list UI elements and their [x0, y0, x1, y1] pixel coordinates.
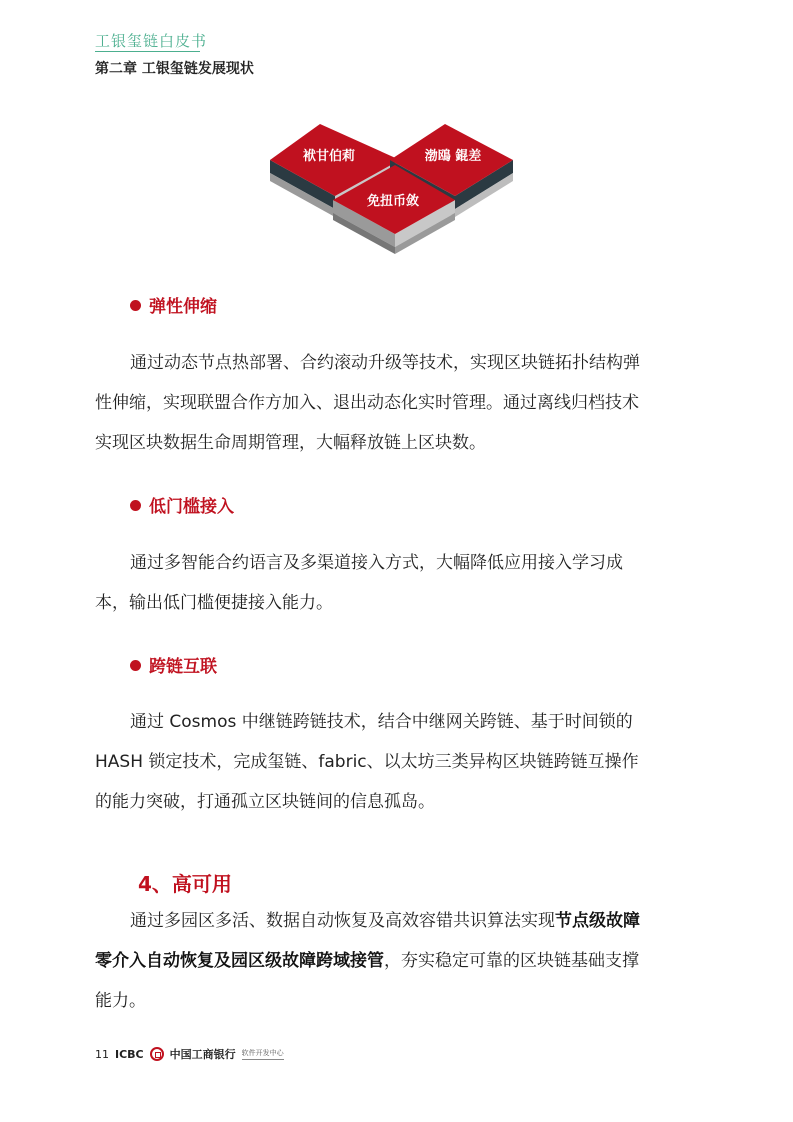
paragraph-line: 通过多智能合约语言及多渠道接入方式，大幅降低应用接入学习成: [130, 553, 623, 573]
document-title: 工银玺链白皮书: [95, 32, 208, 50]
paragraph-line: 实现区块数据生命周期管理，大幅释放链上区块数。: [95, 433, 486, 453]
bullet-low-threshold: [130, 492, 234, 517]
paragraph-low-threshold: [95, 543, 695, 623]
paragraph-line: 通过动态节点热部署、合约滚动升级等技术，实现区块链拓扑结构弹: [130, 353, 640, 373]
bullet-elastic-scaling: [130, 292, 217, 317]
page-number: 11: [95, 1047, 109, 1061]
title-underline: [95, 51, 200, 52]
bank-name: 中国工商银行: [169, 1048, 236, 1061]
paragraph-line: HASH 锁定技术，完成玺链、fabric、以太坊三类异构区块链跨链互操作: [95, 752, 639, 772]
bullet-cross-chain: [130, 652, 217, 677]
paragraph-line: 通过 Cosmos 中继链跨链技术，结合中继网关跨链、基于时间锁的: [130, 712, 633, 732]
chapter-heading: 第二章 工银玺链发展现状: [95, 61, 254, 77]
diagram-tile-bottom-label: 免扭币敛: [366, 194, 420, 209]
icbc-logo-icon: [150, 1047, 164, 1061]
paragraph-emphasis: 零介入自动恢复及园区级故障跨域接管: [95, 951, 384, 971]
department-name: 软件开发中心: [242, 1048, 284, 1060]
feature-diagram: [265, 115, 525, 260]
bullet-dot-icon: [130, 660, 141, 671]
bullet-dot-icon: [130, 500, 141, 511]
page-footer: [95, 1046, 284, 1062]
paragraph-line: [95, 941, 695, 981]
bullet-label: 弹性伸缩: [149, 297, 217, 317]
paragraph-line: 本，输出低门槛便捷接入能力。: [95, 593, 333, 613]
paragraph-line: [95, 901, 695, 941]
paragraph-text: 通过多园区多活、数据自动恢复及高效容错共识算法实现: [130, 911, 555, 931]
bullet-dot-icon: [130, 300, 141, 311]
paragraph-text: ，夯实稳定可靠的区块链基础支撑: [384, 951, 639, 971]
paragraph-emphasis: 节点级故障: [555, 911, 640, 931]
bullet-label: 跨链互联: [149, 657, 217, 677]
paragraph-line: 性伸缩，实现联盟合作方加入、退出动态化实时管理。通过离线归档技术: [95, 393, 639, 413]
paragraph-line: 的能力突破，打通孤立区块链间的信息孤岛。: [95, 792, 435, 812]
paragraph-cross-chain: [95, 702, 695, 822]
icbc-brand: ICBC: [115, 1047, 144, 1061]
diagram-tile-right-label: 渤鴎 錕差: [424, 149, 482, 164]
paragraph-elastic-scaling: [95, 343, 695, 463]
section-heading-high-availability: 4、高可用: [138, 872, 232, 896]
paragraph-high-availability: [95, 901, 695, 1021]
bullet-label: 低门槛接入: [149, 497, 234, 517]
paragraph-line: 能力。: [95, 991, 146, 1011]
diagram-tile-left-label: 袱甘伯莉: [302, 149, 356, 164]
